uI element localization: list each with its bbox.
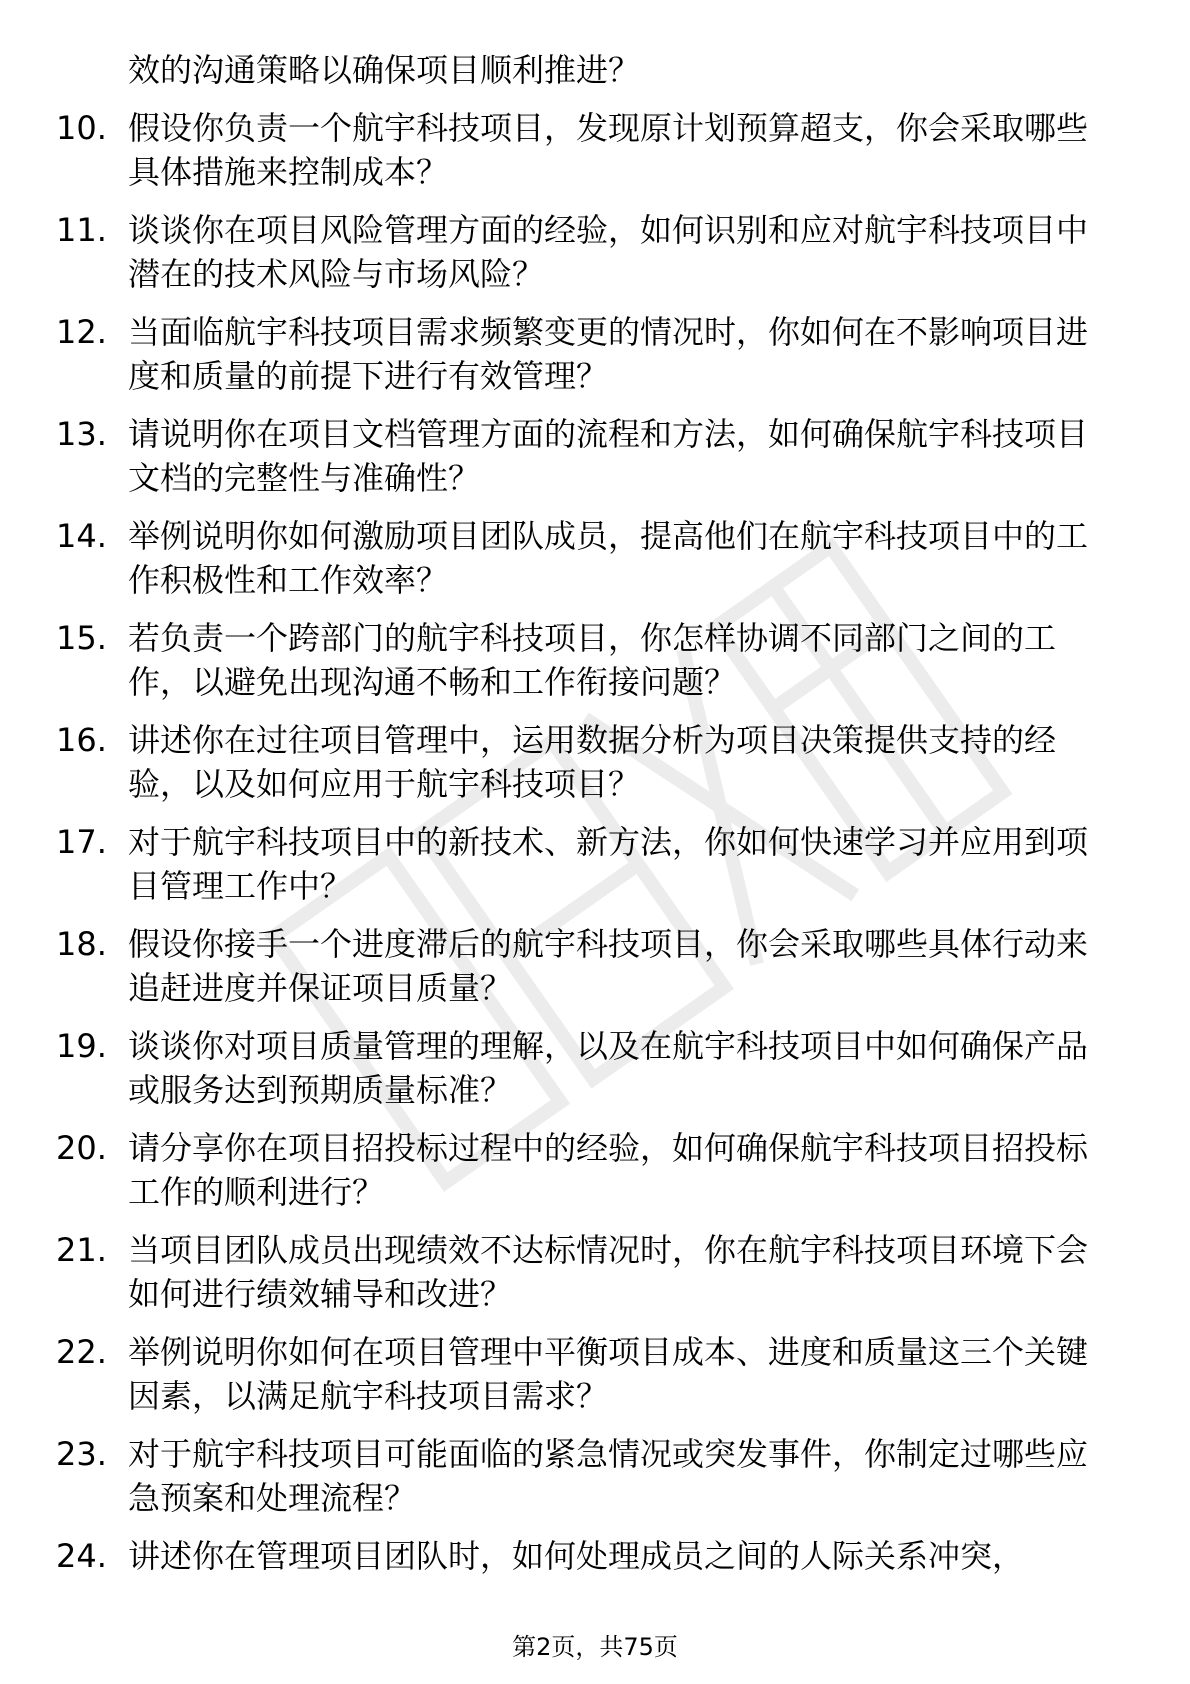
question-text: 举例说明你如何激励项目团队成员，提高他们在航宇科技项目中的工作积极性和工作效率？ [128,517,1089,599]
question-text: 对于航宇科技项目可能面临的紧急情况或突发事件，你制定过哪些应急预案和处理流程？ [128,1435,1089,1517]
question-text: 谈谈你在项目风险管理方面的经验，如何识别和应对航宇科技项目中潜在的技术风险与市场风险？ [128,211,1089,293]
question-item [0,718,1190,810]
question-number: 16. [56,721,107,759]
question-text: 对于航宇科技项目中的新技术、新方法，你如何快速学习并应用到项目管理工作中？ [128,823,1089,905]
question-text: 假设你接手一个进度滞后的航宇科技项目，你会采取哪些具体行动来追赶进度并保证项目质量？ [128,925,1089,1007]
question-number: 11. [56,211,107,249]
question-item [0,208,1190,300]
question-text: 举例说明你如何在项目管理中平衡项目成本、进度和质量这三个关键因素，以满足航宇科技项目需求？ [128,1333,1089,1415]
question-text: 讲述你在过往项目管理中，运用数据分析为项目决策提供支持的经验，以及如何应用于航宇科技项目？ [128,721,1057,803]
question-text: 请分享你在项目招投标过程中的经验，如何确保航宇科技项目招投标工作的顺利进行？ [128,1129,1089,1211]
question-item [0,514,1190,606]
continuation-text: 效的沟通策略以确保项目顺利推进？ [128,51,641,89]
question-number: 24. [56,1537,107,1575]
question-text: 若负责一个跨部门的航宇科技项目，你怎样协调不同部门之间的工作，以避免出现沟通不畅和工作衔接问题？ [128,619,1057,701]
question-number: 21. [56,1231,107,1269]
question-number: 23. [56,1435,107,1473]
question-number: 22. [56,1333,107,1371]
question-number: 18. [56,925,107,963]
question-text: 讲述你在管理项目团队时，如何处理成员之间的人际关系冲突， [128,1537,1025,1575]
question-item [0,1228,1190,1320]
question-item [0,922,1190,1014]
question-number: 15. [56,619,107,657]
question-item [0,412,1190,504]
question-item [0,1126,1190,1218]
question-number: 10. [56,109,107,147]
question-number: 17. [56,823,107,861]
question-number: 19. [56,1027,107,1065]
question-list [0,48,1190,1626]
question-text: 当面临航宇科技项目需求频繁变更的情况时，你如何在不影响项目进度和质量的前提下进行有效管理？ [128,313,1089,395]
question-item [0,106,1190,198]
question-number: 14. [56,517,107,555]
question-item [0,310,1190,402]
question-number: 13. [56,415,107,453]
question-text: 谈谈你对项目质量管理的理解，以及在航宇科技项目中如何确保产品或服务达到预期质量标准？ [128,1027,1089,1109]
question-text: 假设你负责一个航宇科技项目，发现原计划预算超支，你会采取哪些具体措施来控制成本？ [128,109,1089,191]
question-item [0,1432,1190,1524]
page-footer: 第2页，共75页 [512,1633,678,1661]
question-text: 当项目团队成员出现绩效不达标情况时，你在航宇科技项目环境下会如何进行绩效辅导和改进？ [128,1231,1089,1313]
question-item [0,1534,1190,1626]
question-item [0,1024,1190,1116]
question-item [0,616,1190,708]
question-number: 12. [56,313,107,351]
question-text: 请说明你在项目文档管理方面的流程和方法，如何确保航宇科技项目文档的完整性与准确性？ [128,415,1089,497]
question-number: 20. [56,1129,107,1167]
question-item [0,1330,1190,1422]
question-item [0,820,1190,912]
